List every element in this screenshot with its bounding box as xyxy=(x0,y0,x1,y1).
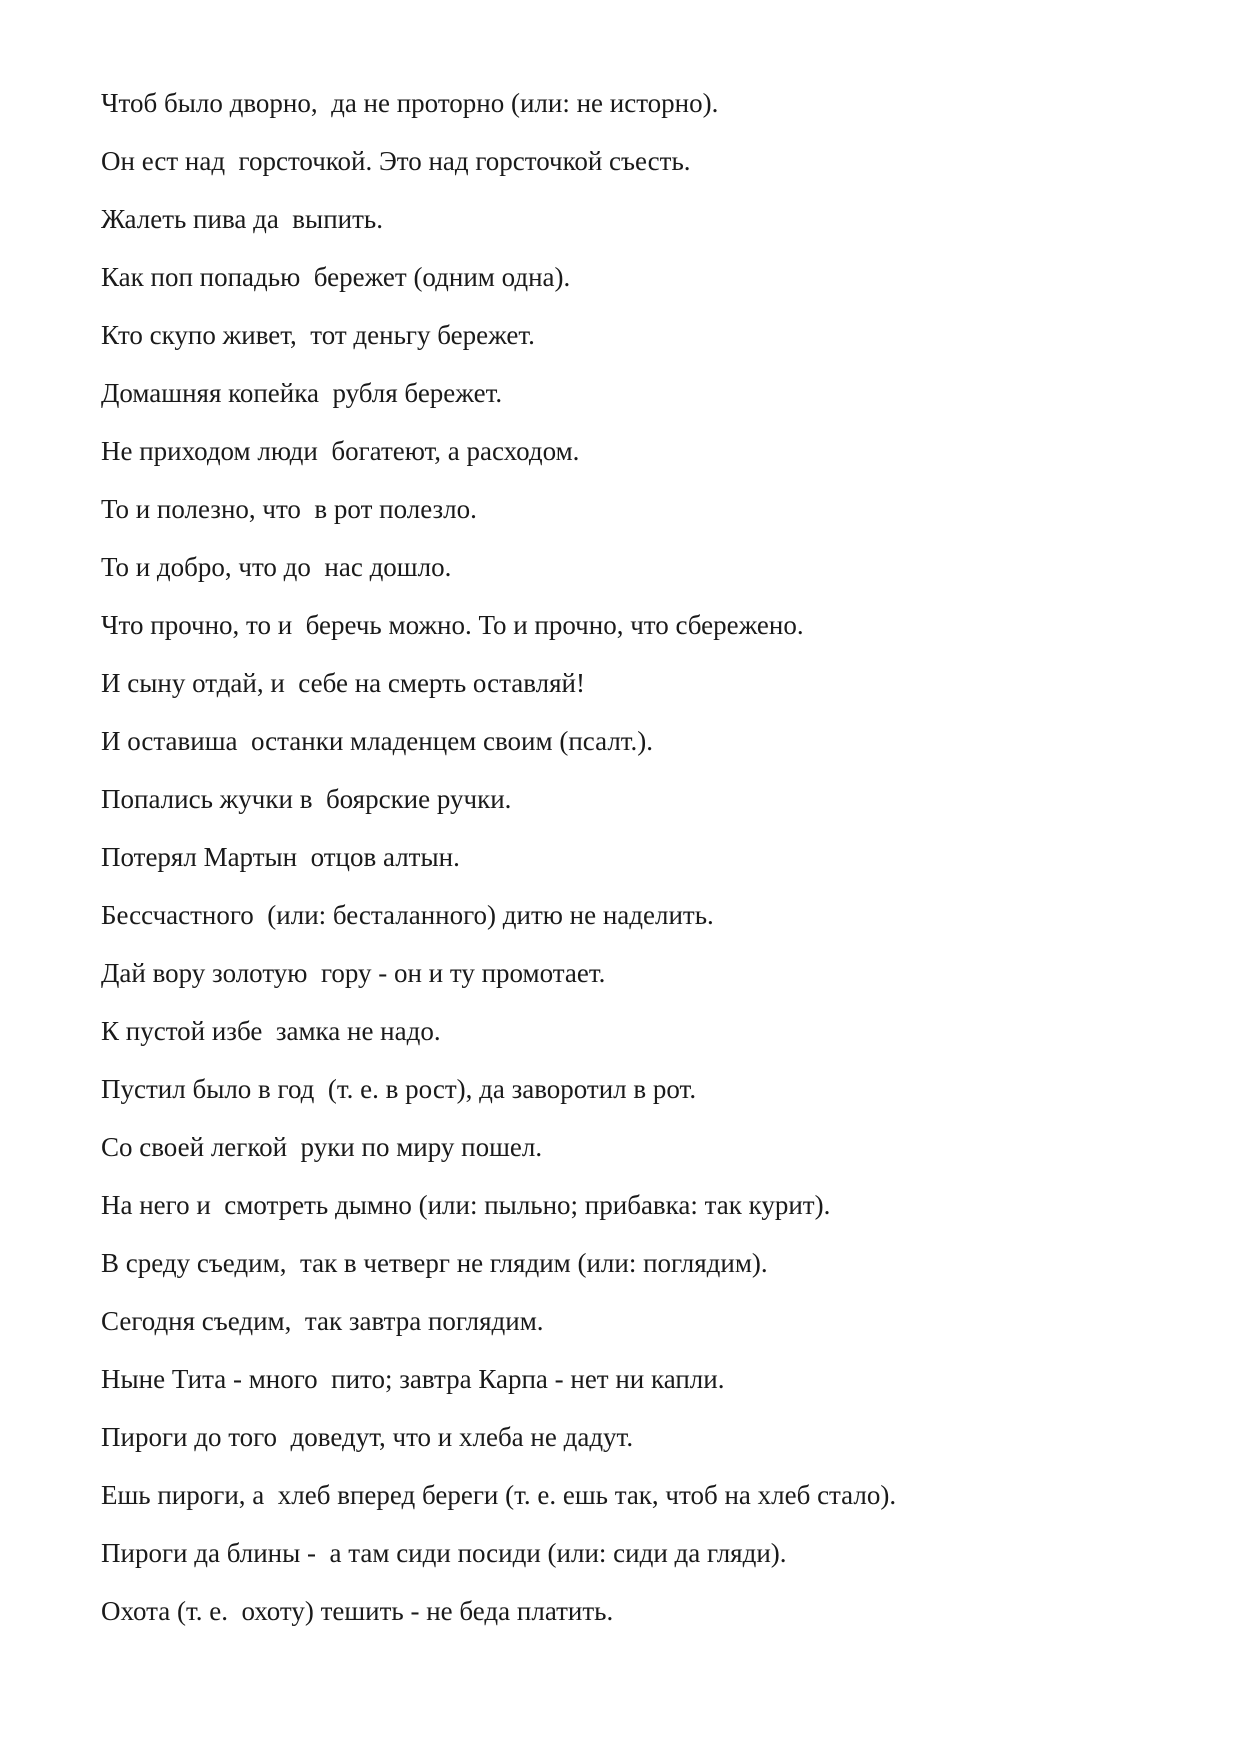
proverb-line: Чтоб было дворно, да не проторно (или: не исторно). xyxy=(101,88,719,118)
proverb-line: Не приходом люди богатеют, а расходом. xyxy=(101,436,580,466)
proverb-line: Дай вору золотую гору - он и ту промотает. xyxy=(101,958,606,988)
proverb-line: Потерял Мартын отцов алтын. xyxy=(101,842,460,872)
proverb-line: Охота (т. е. охоту) тешить - не беда платить. xyxy=(101,1596,614,1626)
proverb-line: Пустил было в год (т. е. в рост), да заворотил в рот. xyxy=(101,1074,697,1104)
proverb-line: Как поп попадью бережет (одним одна). xyxy=(101,262,571,292)
proverb-line: Ныне Тита - много пито; завтра Карпа - нет ни капли. xyxy=(101,1364,725,1394)
proverb-line: Со своей легкой руки по миру пошел. xyxy=(101,1132,543,1162)
proverb-line: Пироги да блины - а там сиди посиди (или: сиди да гляди). xyxy=(101,1538,787,1568)
proverb-line: Кто скупо живет, тот деньгу бережет. xyxy=(101,320,535,350)
proverb-line: На него и смотреть дымно (или: пыльно; прибавка: так курит). xyxy=(101,1190,831,1220)
proverb-line: То и полезно, что в рот полезло. xyxy=(101,494,477,524)
proverb-line: Пироги до того доведут, что и хлеба не дадут. xyxy=(101,1422,634,1452)
proverb-list xyxy=(101,80,1181,1646)
proverb-line: Бессчастного (или: бесталанного) дитю не наделить. xyxy=(101,900,714,930)
proverb-line: И оставиша останки младенцем своим (псалт.). xyxy=(101,726,654,756)
proverb-line: Домашняя копейка рубля бережет. xyxy=(101,378,503,408)
proverb-line: Попались жучки в боярские ручки. xyxy=(101,784,512,814)
proverb-line: Ешь пироги, а хлеб вперед береги (т. е. ешь так, чтоб на хлеб стало). xyxy=(101,1480,897,1510)
proverb-line: К пустой избе замка не надо. xyxy=(101,1016,441,1046)
proverb-line: В среду съедим, так в четверг не глядим (или: поглядим). xyxy=(101,1248,768,1278)
proverb-line: Сегодня съедим, так завтра поглядим. xyxy=(101,1306,544,1336)
proverb-line: Жалеть пива да выпить. xyxy=(101,204,383,234)
proverb-line: То и добро, что до нас дошло. xyxy=(101,552,452,582)
proverb-line: Что прочно, то и беречь можно. То и прочно, что сбережено. xyxy=(101,610,804,640)
proverb-line: Он ест над горсточкой. Это над горсточкой съесть. xyxy=(101,146,691,176)
proverb-line: И сыну отдай, и себе на смерть оставляй! xyxy=(101,668,585,698)
